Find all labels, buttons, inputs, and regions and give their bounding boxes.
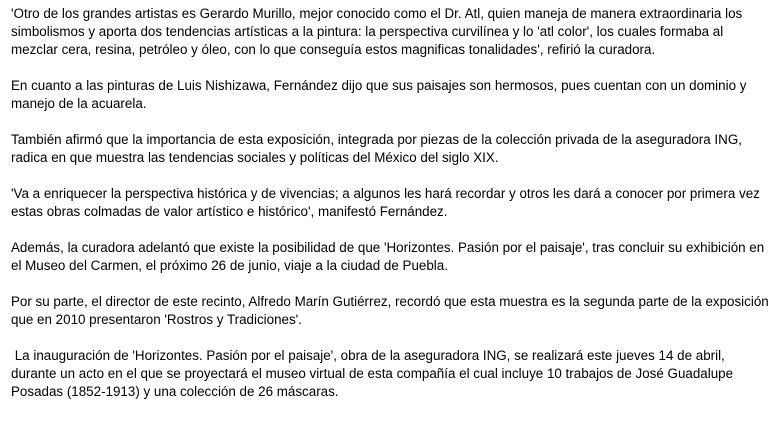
article-paragraph-perspectiva: 'Va a enriquecer la perspectiva histórica y de vivencias; a algunos les hará recordar y otros les dará a conocer por primera vez estas obras colmadas de valor artístico e histórico', manifestó Fernández. — [11, 186, 764, 219]
article-paragraph-inauguracion: La inauguración de 'Horizontes. Pasión por el paisaje', obra de la aseguradora ING, se realizará este jueves 14 de abril, durante un acto en el que se proyectará el museo virtual de esta compañía el cual incluye 10 trabajos de José Guadalupe Posadas (1852-1913) y una colección de 26 máscaras. — [11, 348, 737, 399]
article-paragraph-puebla: Además, la curadora adelantó que existe la posibilidad de que 'Horizontes. Pasión por el paisaje', tras concluir su exhibición en el Museo del Carmen, el próximo 26 de junio, viaje a la ciudad de Puebla. — [11, 240, 768, 273]
article-paragraph-murillo: 'Otro de los grandes artistas es Gerardo Murillo, mejor conocido como el Dr. Atl, quien maneja de manera extraordinaria los simbolismos y aporta dos tendencias artísticas a la pintura: la perspectiva curvilínea y lo 'atl color', los cuales formaba al mezclar cera, resina, petróleo y óleo, con lo que conseguía estos magnificas tonalidades', refirió la curadora. — [11, 6, 746, 57]
article-paragraph-importancia: También afirmó que la importancia de esta exposición, integrada por piezas de la colección privada de la aseguradora ING, radica en que muestra las tendencias sociales y políticas del México del siglo XIX. — [11, 132, 746, 165]
article-paragraph-director: Por su parte, el director de este recinto, Alfredo Marín Gutiérrez, recordó que esta muestra es la segunda parte de la exposición que en 2010 presentaron 'Rostros y Tradiciones'. — [11, 294, 773, 327]
article-body — [11, 0, 773, 401]
article-paragraph-nishizawa: En cuanto a las pinturas de Luis Nishizawa, Fernández dijo que sus paisajes son hermosos, pues cuentan con un dominio y manejo de la acuarela. — [11, 78, 751, 111]
